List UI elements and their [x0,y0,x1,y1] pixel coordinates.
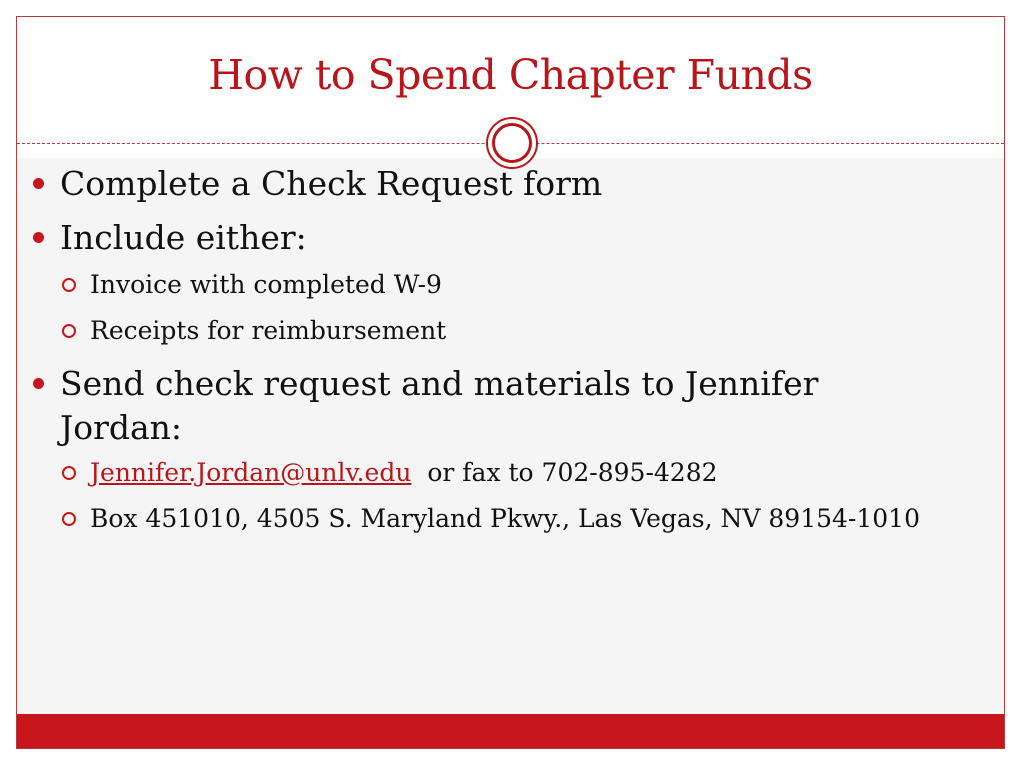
hollow-circle-bullet-icon [62,324,76,338]
filled-circle-bullet-icon [33,178,44,189]
bullet-text: Send check request and materials to Jennifer Jordan: [60,364,819,447]
hollow-circle-bullet-icon [62,278,76,292]
filled-circle-bullet-icon [33,378,44,389]
hollow-circle-bullet-icon [62,512,76,526]
sub-bullet-item [30,454,950,492]
email-link[interactable]: Jennifer.Jordan@unlv.edu [90,458,412,487]
sub-bullet-item [30,266,950,304]
address-text: Box 451010, 4505 S. Maryland Pkwy., Las Vegas, NV 89154-1010 [90,504,920,533]
bullet-item [30,162,950,206]
sub-bullet-item [30,312,950,350]
bullet-item [30,216,950,260]
bullet-text: Include either: [60,218,307,257]
sub-bullet-text: Invoice with completed W-9 [90,270,442,299]
sub-bullet-item [30,500,950,538]
spacer [411,458,427,487]
bullet-item [30,362,950,450]
bullet-text: Complete a Check Request form [60,164,603,203]
bullet-list [30,162,950,546]
ornament-inner-ring [492,123,532,163]
slide-title: How to Spend Chapter Funds [208,51,813,99]
sub-bullet-text: Receipts for reimbursement [90,316,447,345]
fax-text: or fax to 702-895-4282 [427,458,718,487]
filled-circle-bullet-icon [33,232,44,243]
footer-bar [17,714,1004,748]
hollow-circle-bullet-icon [62,466,76,480]
